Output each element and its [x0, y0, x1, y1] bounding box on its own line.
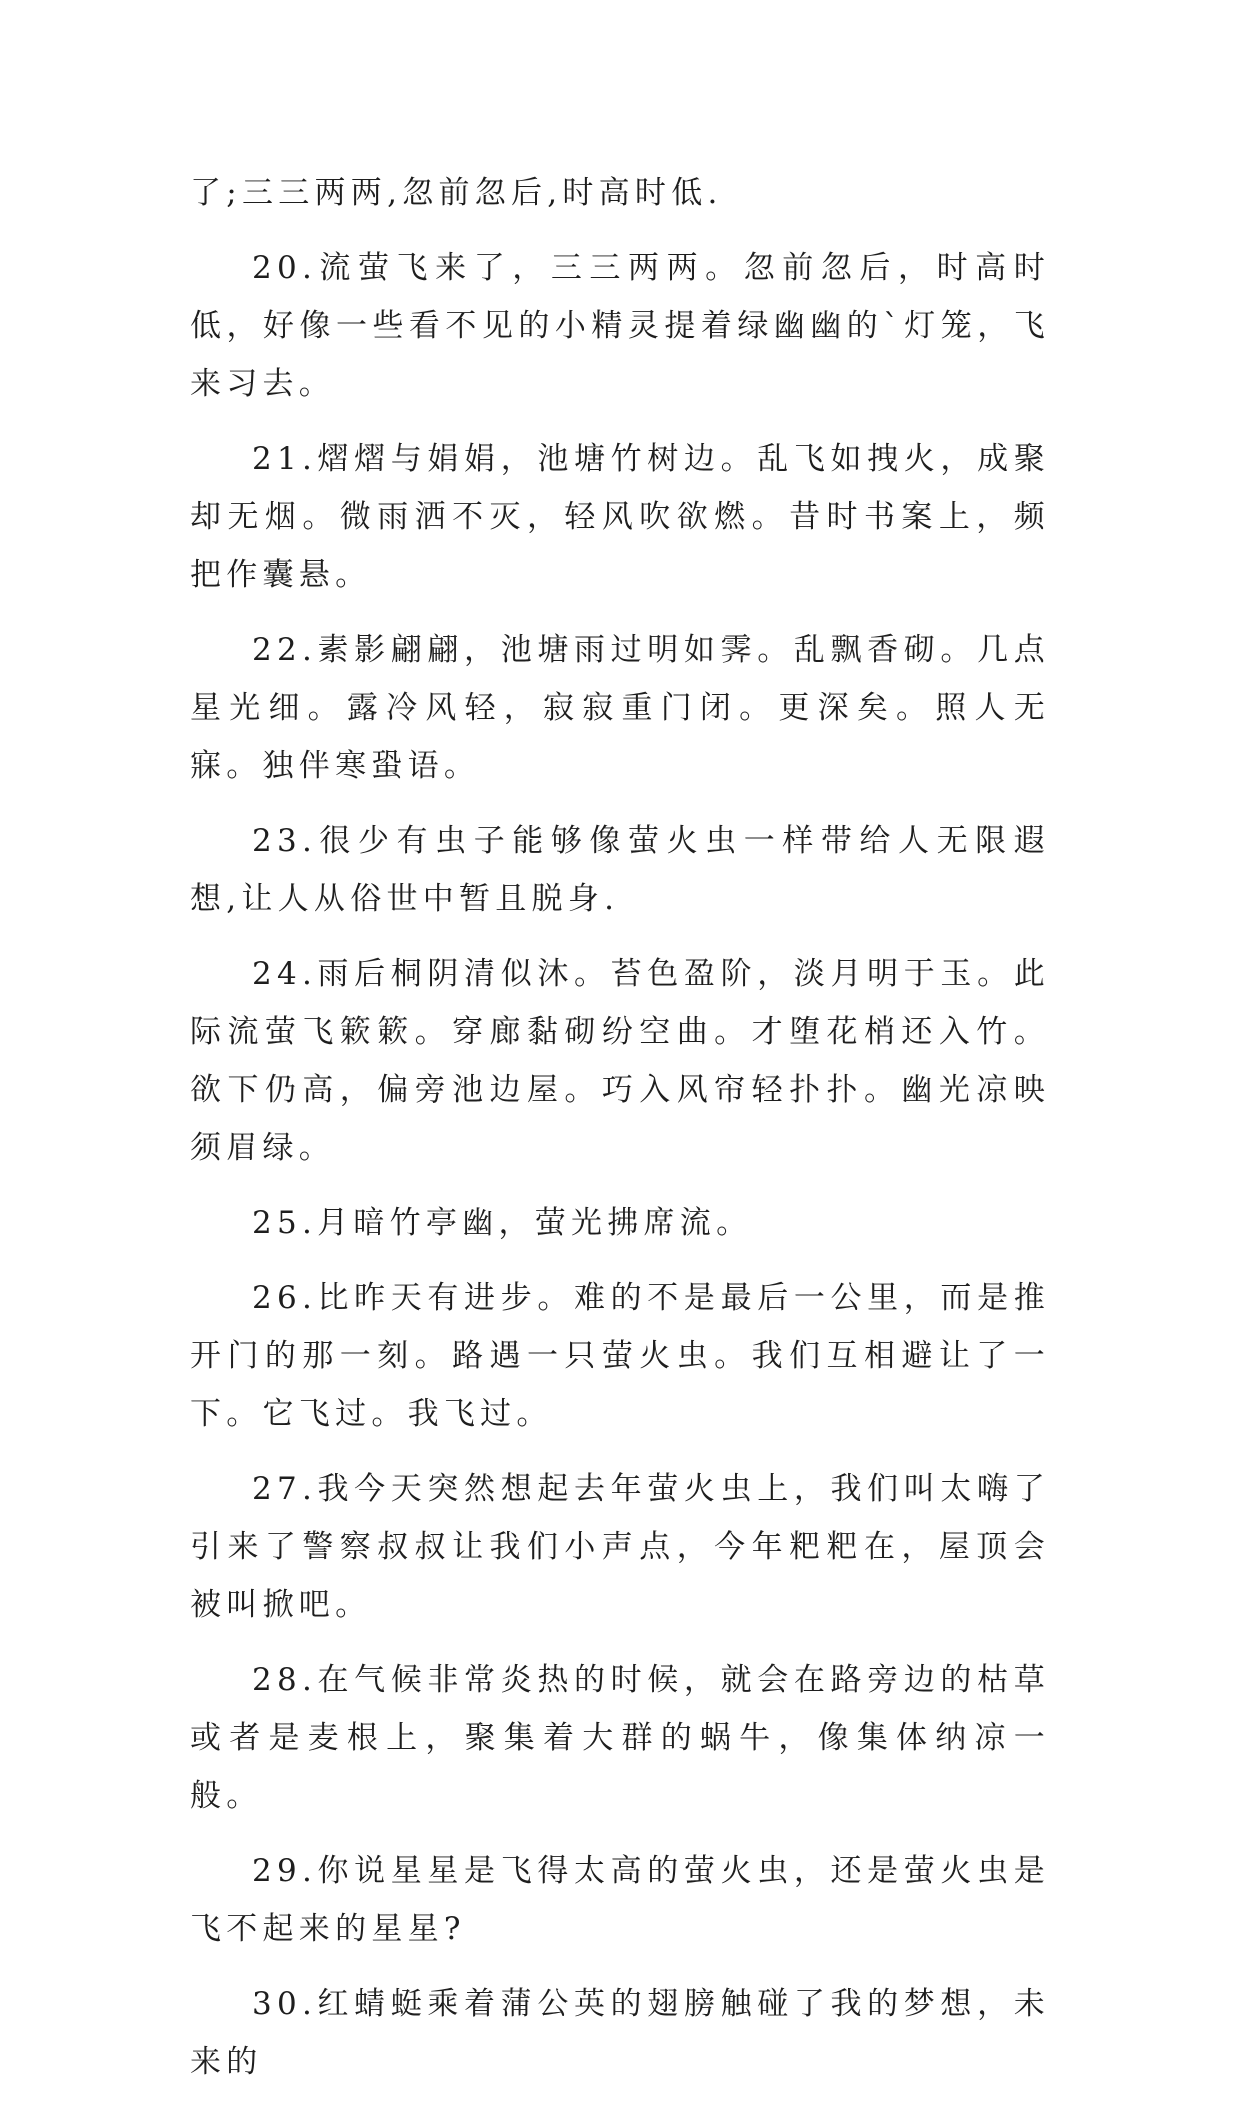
paragraph-30: 30.红蜻蜓乘着蒲公英的翅膀触碰了我的梦想，未来的	[190, 1986, 1050, 2080]
paragraph-24: 24.雨后桐阴清似沐。苔色盈阶，淡月明于玉。此际流萤飞簌簌。穿廊黏砌纷空曲。才堕花梢还入竹。欲下仍高，偏旁池边屋。巧入风帘轻扑扑。幽光凉映须眉绿。	[190, 956, 1050, 1166]
paragraph-21: 21.熠熠与娟娟，池塘竹树边。乱飞如拽火，成聚却无烟。微雨洒不灭，轻风吹欲燃。昔时书案上，频把作囊悬。	[190, 441, 1050, 593]
paragraph-continuation: 了;三三两两,忽前忽后,时高时低.	[190, 175, 723, 211]
paragraph-26: 26.比昨天有进步。难的不是最后一公里，而是推开门的那一刻。路遇一只萤火虫。我们互相避让了一下。它飞过。我飞过。	[190, 1280, 1050, 1432]
document-body	[190, 164, 1050, 2108]
paragraph-22: 22.素影翩翩，池塘雨过明如霁。乱飘香砌。几点星光细。露冷风轻，寂寂重门闭。更深矣。照人无寐。独伴寒蛩语。	[190, 632, 1050, 784]
paragraph-23: 23.很少有虫子能够像萤火虫一样带给人无限遐想,让人从俗世中暂且脱身.	[190, 823, 1050, 917]
paragraph-28: 28.在气候非常炎热的时候，就会在路旁边的枯草或者是麦根上，聚集着大群的蜗牛，像集体纳凉一般。	[190, 1662, 1050, 1814]
paragraph-29: 29.你说星星是飞得太高的萤火虫，还是萤火虫是飞不起来的星星?	[190, 1853, 1050, 1947]
paragraph-27: 27.我今天突然想起去年萤火虫上，我们叫太嗨了引来了警察叔叔让我们小声点，今年粑粑在，屋顶会被叫掀吧。	[190, 1471, 1050, 1623]
paragraph-20: 20.流萤飞来了，三三两两。忽前忽后，时高时低，好像一些看不见的小精灵提着绿幽幽的`灯笼，飞来习去。	[190, 250, 1050, 402]
paragraph-25: 25.月暗竹亭幽，萤光拂席流。	[252, 1205, 753, 1241]
